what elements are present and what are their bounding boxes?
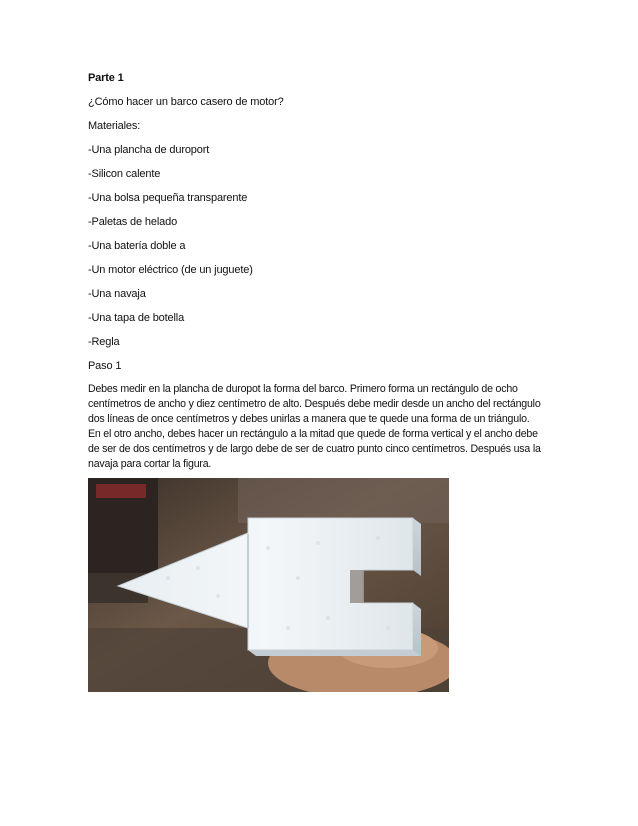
step-paragraph-line: centímetros de ancho y diez centímetro de alto. Después debe medir desde un ancho del rectángulo [88,398,541,410]
question-line: ¿Cómo hacer un barco casero de motor? [88,96,284,108]
material-item: -Regla [88,336,120,348]
materials-title: Materiales: [88,120,141,132]
step-paragraph-line: En el otro ancho, debes hacer un rectángulo a la mitad que quede de forma vertical y el ancho debe [88,428,538,440]
material-item: -Una bolsa pequeña transparente [88,192,248,204]
step-title: Paso 1 [88,360,122,372]
material-item: -Silicon calente [88,168,161,180]
material-item: -Una tapa de botella [88,312,185,324]
step-paragraph-line: navaja para cortar la figura. [88,458,212,470]
material-item: -Una navaja [88,288,146,300]
material-item: -Una plancha de duroport [88,144,210,156]
step-paragraph-line: dos líneas de once centímetros y debes unirlas a manera que te quede una forma de un triángulo. [88,413,530,425]
step-paragraph-line: Debes medir en la plancha de duropot la forma del barco. Primero forma un rectángulo de ocho [88,383,518,395]
step-paragraph-line: de ser de dos centímetros y de largo debe de ser de cuatro punto cinco centímetros. Después usa la [88,443,541,455]
material-item: -Una batería doble a [88,240,186,252]
material-item: -Un motor eléctrico (de un juguete) [88,264,253,276]
material-item: -Paletas de helado [88,216,178,228]
section-heading: Parte 1 [88,72,124,84]
boat-cutout-photo [88,478,449,692]
